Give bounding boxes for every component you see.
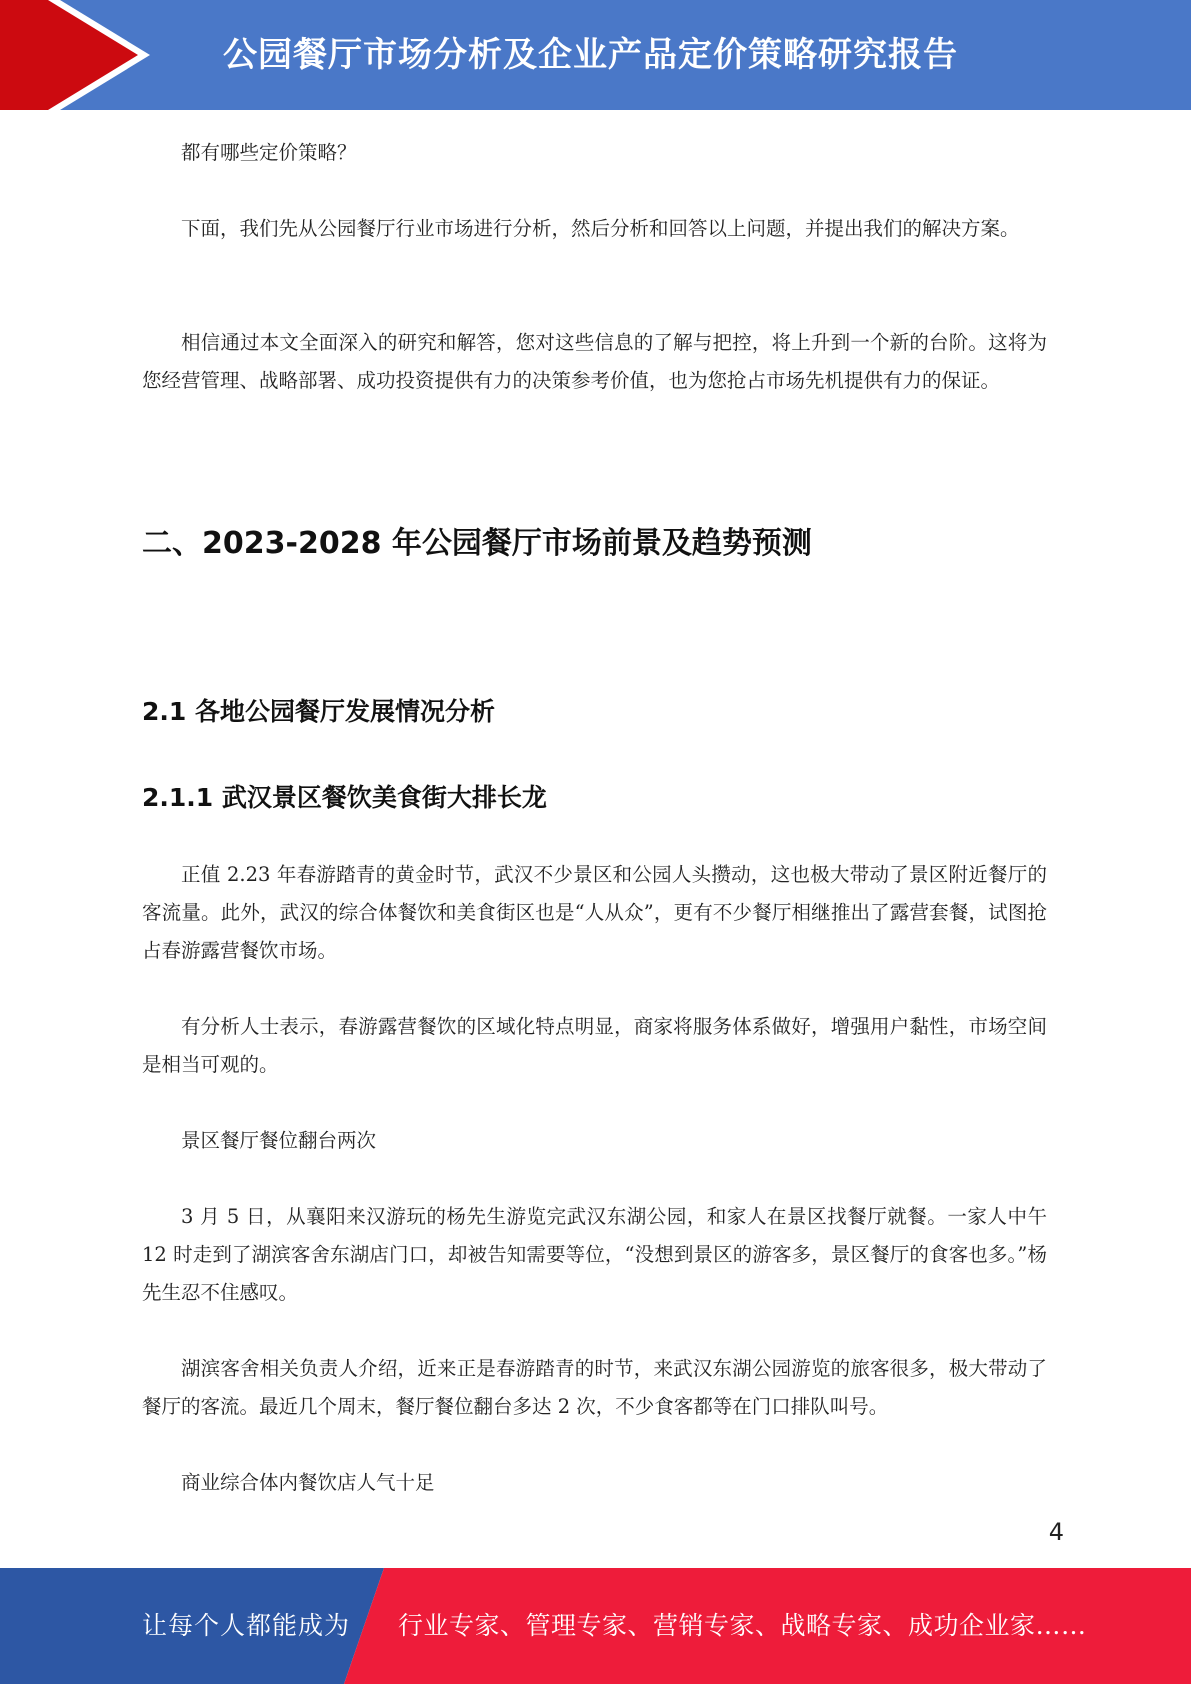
paragraph: 3 月 5 日，从襄阳来汉游玩的杨先生游览完武汉东湖公园，和家人在景区找餐厅就餐。一家人中午 12 时走到了湖滨客舍东湖店门口，却被告知需要等位，“没想到景区的游客多，景区餐厅的食客也多。”杨先生忍不住感叹。 [142,1205,1047,1304]
footer-slogan-left: 让每个人都能成为 [142,1611,351,1640]
report-title: 公园餐厅市场分析及企业产品定价策略研究报告 [223,35,958,75]
header-banner [0,0,1191,110]
footer-slogan-right: 行业专家、管理专家、营销专家、战略专家、成功企业家…… [398,1611,1087,1640]
page-number: 4 [1048,1518,1064,1546]
paragraph: 商业综合体内餐饮店人气十足 [181,1471,435,1494]
paragraph: 景区餐厅餐位翻台两次 [181,1129,377,1152]
paragraph: 下面，我们先从公园餐厅行业市场进行分析，然后分析和回答以上问题，并提出我们的解决方案。 [181,217,1020,240]
subsubsection-heading: 2.1.1 武汉景区餐饮美食街大排长龙 [142,783,547,812]
paragraph: 正值 2.23 年春游踏青的黄金时节，武汉不少景区和公园人头攒动，这也极大带动了景区附近餐厅的客流量。此外，武汉的综合体餐饮和美食街区也是“人从众”，更有不少餐厅相继推出了露营套餐，试图抢占春游露营餐饮市场。 [142,863,1047,962]
footer-banner [0,1568,1191,1684]
paragraph: 有分析人士表示，春游露营餐饮的区域化特点明显，商家将服务体系做好，增强用户黏性，市场空间是相当可观的。 [142,1015,1047,1076]
paragraph: 相信通过本文全面深入的研究和解答，您对这些信息的了解与把控，将上升到一个新的台阶。这将为您经营管理、战略部署、成功投资提供有力的决策参考价值，也为您抢占市场先机提供有力的保证。 [142,331,1047,392]
section-heading: 二、2023-2028 年公园餐厅市场前景及趋势预测 [142,526,812,561]
subsection-heading: 2.1 各地公园餐厅发展情况分析 [142,697,495,726]
paragraph: 湖滨客舍相关负责人介绍，近来正是春游踏青的时节，来武汉东湖公园游览的旅客很多，极大带动了餐厅的客流。最近几个周末，餐厅餐位翻台多达 2 次，不少食客都等在门口排队叫号。 [142,1357,1047,1418]
paragraph: 都有哪些定价策略？ [181,141,357,164]
